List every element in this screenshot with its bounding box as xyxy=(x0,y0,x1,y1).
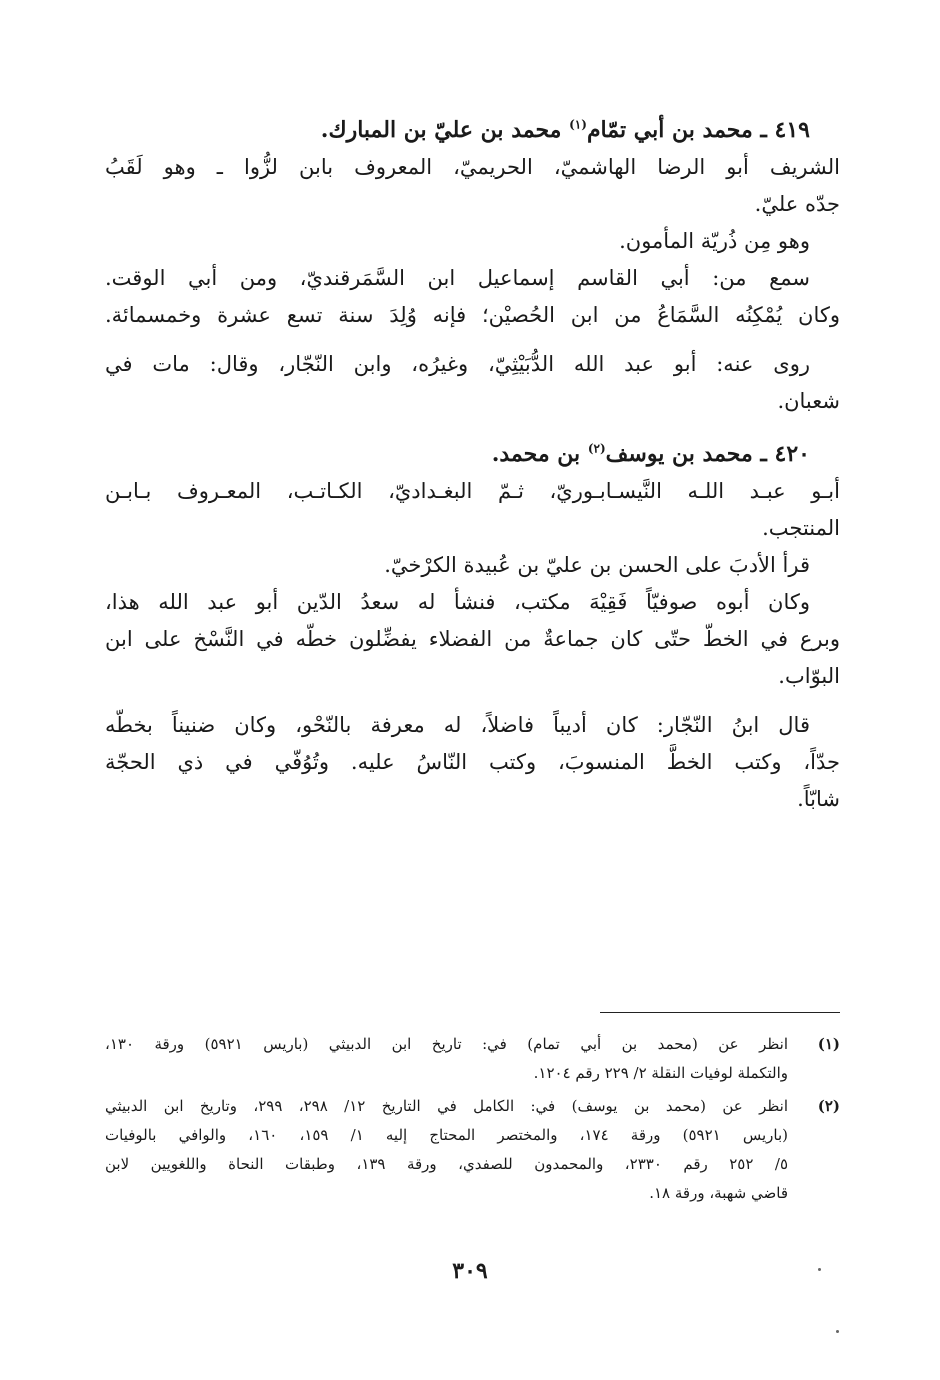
text-line: البوّاب. xyxy=(778,664,840,688)
text-line: وكان أبوه صوفيّاً فَقِيْهَ مكتب، فنشأ له سعدُ الدّين أبو عبد الله هذا، xyxy=(105,590,810,614)
text-line: أبـو عبـد اللـه النَّيسـابـوريّ، ثـمّ البغـداديّ، الكـاتـب، المعـروف بـابـن xyxy=(105,479,840,503)
footnote-number: (٢) xyxy=(817,1097,840,1115)
main-text xyxy=(105,112,840,818)
text-line: وكان يُمْكِنُه السَّمَاعُ من ابن الحُصيْن؛ فإنه وُلِدَ سنة تسع عشرة وخمسمائة. xyxy=(105,303,840,327)
footnote-line: ٥/ ٢٥٢ رقم ٢٣٣٠، والمحمدون للصفدي، ورقة ١٣٩، وطبقات النحاة واللغويين لابن xyxy=(105,1155,788,1173)
text-line: جدّه عليّ. xyxy=(754,192,840,216)
footnote-1 xyxy=(105,1030,840,1088)
footnote-ref-1[interactable]: (١) xyxy=(569,117,587,132)
text-line: شابّاً. xyxy=(797,787,840,811)
text-line: جدّاً، وكتب الخطَّ المنسوبَ، وكتب النّاسُ عليه. وتُوُفّي في ذي الحجّة xyxy=(105,750,840,774)
footnote-2 xyxy=(105,1092,840,1208)
page-number: ٣٠٩ xyxy=(452,1258,488,1284)
scan-speck xyxy=(836,1330,839,1333)
text-line: وهو مِن ذُريّة المأمون. xyxy=(619,229,810,253)
entry-heading-420: ٤٢٠ ـ محمد بن يوسف$^{(٢)}$ بن محمد. xyxy=(491,441,810,467)
text-line: روى عنه: أبو عبد الله الدُّبَيْثِيّ، وغيرُه، وابن النّجّار، وقال: مات في xyxy=(105,352,810,376)
text-line: قرأ الأدبَ على الحسن بن عليّ بن عُبيدة الكرْخيّ. xyxy=(384,553,810,577)
footnote-line: انظر عن (محمد بن أبي تمام) في: تاريخ ابن الدبيثي (باريس ٥٩٢١) ورقة ١٣٠، xyxy=(105,1035,788,1053)
entry-heading-419: ٤١٩ ـ محمد بن أبي تمّام$^{(١)}$ محمد بن عليّ بن المبارك. xyxy=(320,117,810,143)
footnote-ref-2[interactable]: (٢) xyxy=(587,441,606,456)
footnote-number: (١) xyxy=(817,1035,840,1053)
footnote-line: (باريس ٥٩٢١) ورقة ١٧٤، والمختصر المحتاج إليه ١/ ١٥٩، ١٦٠، والوافي بالوفيات xyxy=(105,1126,788,1144)
footnote-divider xyxy=(600,1012,840,1013)
text-line: قال ابنُ النّجّار: كان أديباً فاضلاً، له معرفة بالنّحْو، وكان ضنيناً بخطّه xyxy=(105,713,810,737)
text-line: الشريف أبو الرضا الهاشميّ، الحريميّ، المعروف بابن لزُّوا ـ وهو لَقَبُ xyxy=(105,155,840,179)
footnote-line: انظر عن (محمد بن يوسف) في: الكامل في التاريخ ١٢/ ٢٩٨، ٢٩٩، وتاريخ ابن الدبيثي xyxy=(105,1097,788,1115)
footnote-line: قاضي شهبة، ورقة ١٨. xyxy=(649,1184,788,1202)
text-line: سمع من: أبي القاسم إسماعيل ابن السَّمَرقنديّ، ومن أبي الوقت. xyxy=(105,266,810,290)
text-line: وبرع في الخطّ حتّى كان جماعةٌ من الفضلاء يفضِّلون خطّه في النَّسْخ على ابن xyxy=(105,627,840,651)
text-line: المنتجب. xyxy=(762,516,840,540)
footnote-line: والتكملة لوفيات النقلة ٢/ ٢٢٩ رقم ١٢٠٤. xyxy=(533,1064,788,1082)
text-line: شعبان. xyxy=(777,389,840,413)
scan-speck xyxy=(818,1268,821,1271)
footnotes xyxy=(105,1030,840,1212)
